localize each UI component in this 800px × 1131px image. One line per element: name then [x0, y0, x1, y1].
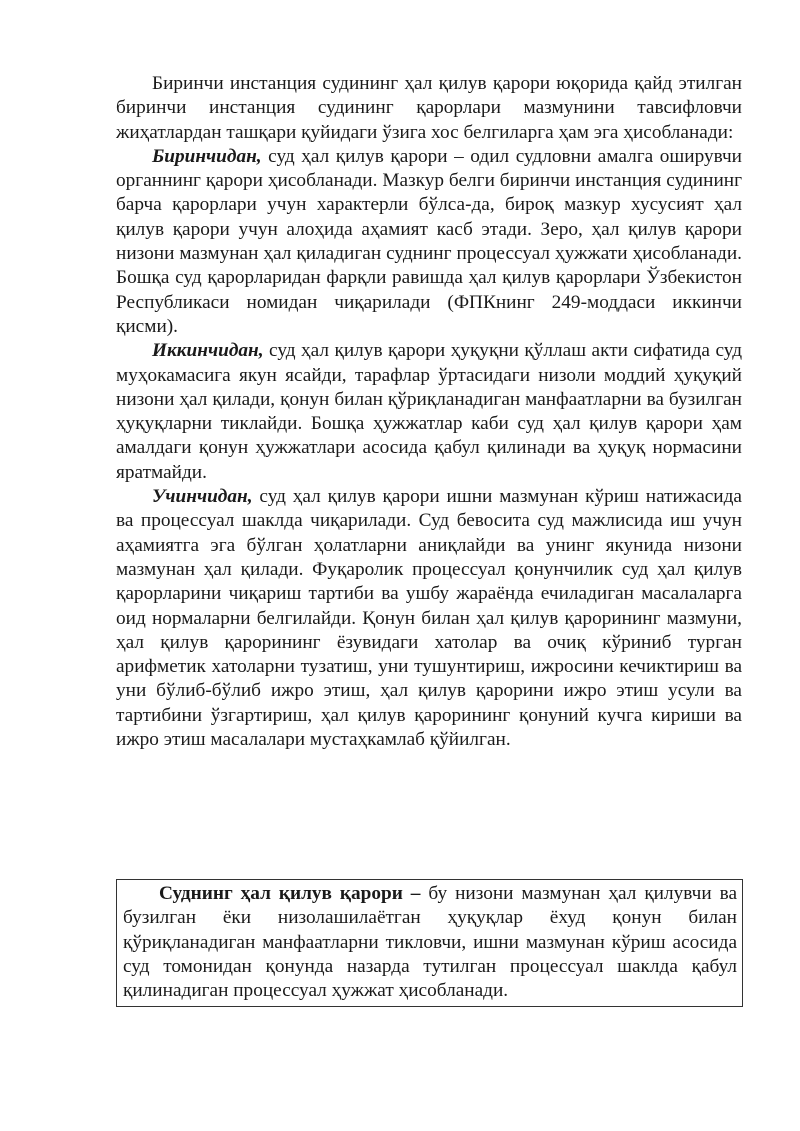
definition-text: бу низони мазмунан ҳал қилувчи ва бузилган ёки низолашилаётган ҳуқуқлар ёхуд қонун билан қўриқланадиган манфаатларни тикловчи, ишни мазмунан кўриш асосида суд томонидан қонунда назарда тутилган процессуал шаклда қабул қилинадиган процессуал ҳужжат ҳисобланади. — [123, 883, 738, 1002]
paragraph-text: суд ҳал қилув қарори ишни мазмунан кўриш натижасида ва процессуал шаклда чиқарилади. Суд бевосита суд мажлисида иш учун аҳамиятга эга бўлган ҳолатларни аниқлайди ва унинг якунида низони мазмунан ҳал қилади. Фуқаролик процессуал қонунчилик суд ҳал қилув қарорларини чиқариш тартиби ва ушбу жараёнда ечиладиган масалаларга оид нормаларни белгилайди. Қонун билан ҳал қилув қарорининг мазмуни, ҳал қилув қарорининг ёзувидаги хатолар ва очиқ кўриниб турган арифметик хатоларни тузатиш, уни тушунтириш, ижросини кечиктириш ва уни бўлиб-бўлиб ижро этиш, ҳал қилув қарорини ижро этиш усули ва тартибини ўзгартириш, ҳал қилув қарорининг қонуний кучга кириши ва ижро этиш масалалари мустаҳкамлаб қўйилган. — [116, 486, 742, 751]
paragraph-lead: Учинчидан, — [152, 486, 253, 508]
paragraph-second — [116, 339, 742, 485]
definition-paragraph — [123, 882, 737, 1003]
paragraph-intro — [116, 72, 742, 145]
paragraph-first — [116, 145, 742, 339]
paragraph-lead: Биринчидан, — [152, 145, 262, 167]
definition-box — [116, 879, 743, 1007]
paragraph-lead: Иккинчидан, — [152, 340, 264, 362]
paragraph-third — [116, 485, 742, 752]
definition-term: Суднинг ҳал қилув қарори – — [159, 883, 421, 904]
paragraph-text: суд ҳал қилув қарори – одил судловни амалга оширувчи органнинг қарори ҳисобланади. Мазкур белги биринчи инстанция судининг барча қарорлари учун характерли бўлса-да, бироқ мазкур хусусият ҳал қилув қарори учун алоҳида аҳамият касб этади. Зеро, ҳал қилув қарори низони мазмунан ҳал қиладиган суднинг процессуал ҳужжати ҳисобланади. Бошқа суд қарорларидан фарқли равишда ҳал қилув қарорлари Ўзбекистон Республикаси номидан чиқарилади (ФПКнинг 249-моддаси иккинчи қисми). — [116, 145, 742, 337]
paragraph-text: суд ҳал қилув қарори ҳуқуқни қўллаш акти сифатида суд муҳокамасига якун ясайди, тарафлар ўртасидаги низоли моддий ҳуқуқий низони ҳал қилади, қонун билан қўриқланадиган манфаатларни ва бузилган ҳуқуқларни тиклайди. Бошқа ҳужжатлар каби суд ҳал қилув қарори ҳам амалдаги қонун ҳужжатлари асосида қабул қилинади ва ҳуқуқ нормасини яратмайди. — [116, 340, 742, 483]
paragraph-text: Биринчи инстанция судининг ҳал қилув қарори юқорида қайд этилган биринчи инстанция судининг қарорлари мазмунини тавсифловчи жиҳатлардан ташқари қуйидаги ўзига хос белгиларга ҳам эга ҳисобланади: — [116, 73, 742, 143]
body-text — [116, 72, 742, 752]
